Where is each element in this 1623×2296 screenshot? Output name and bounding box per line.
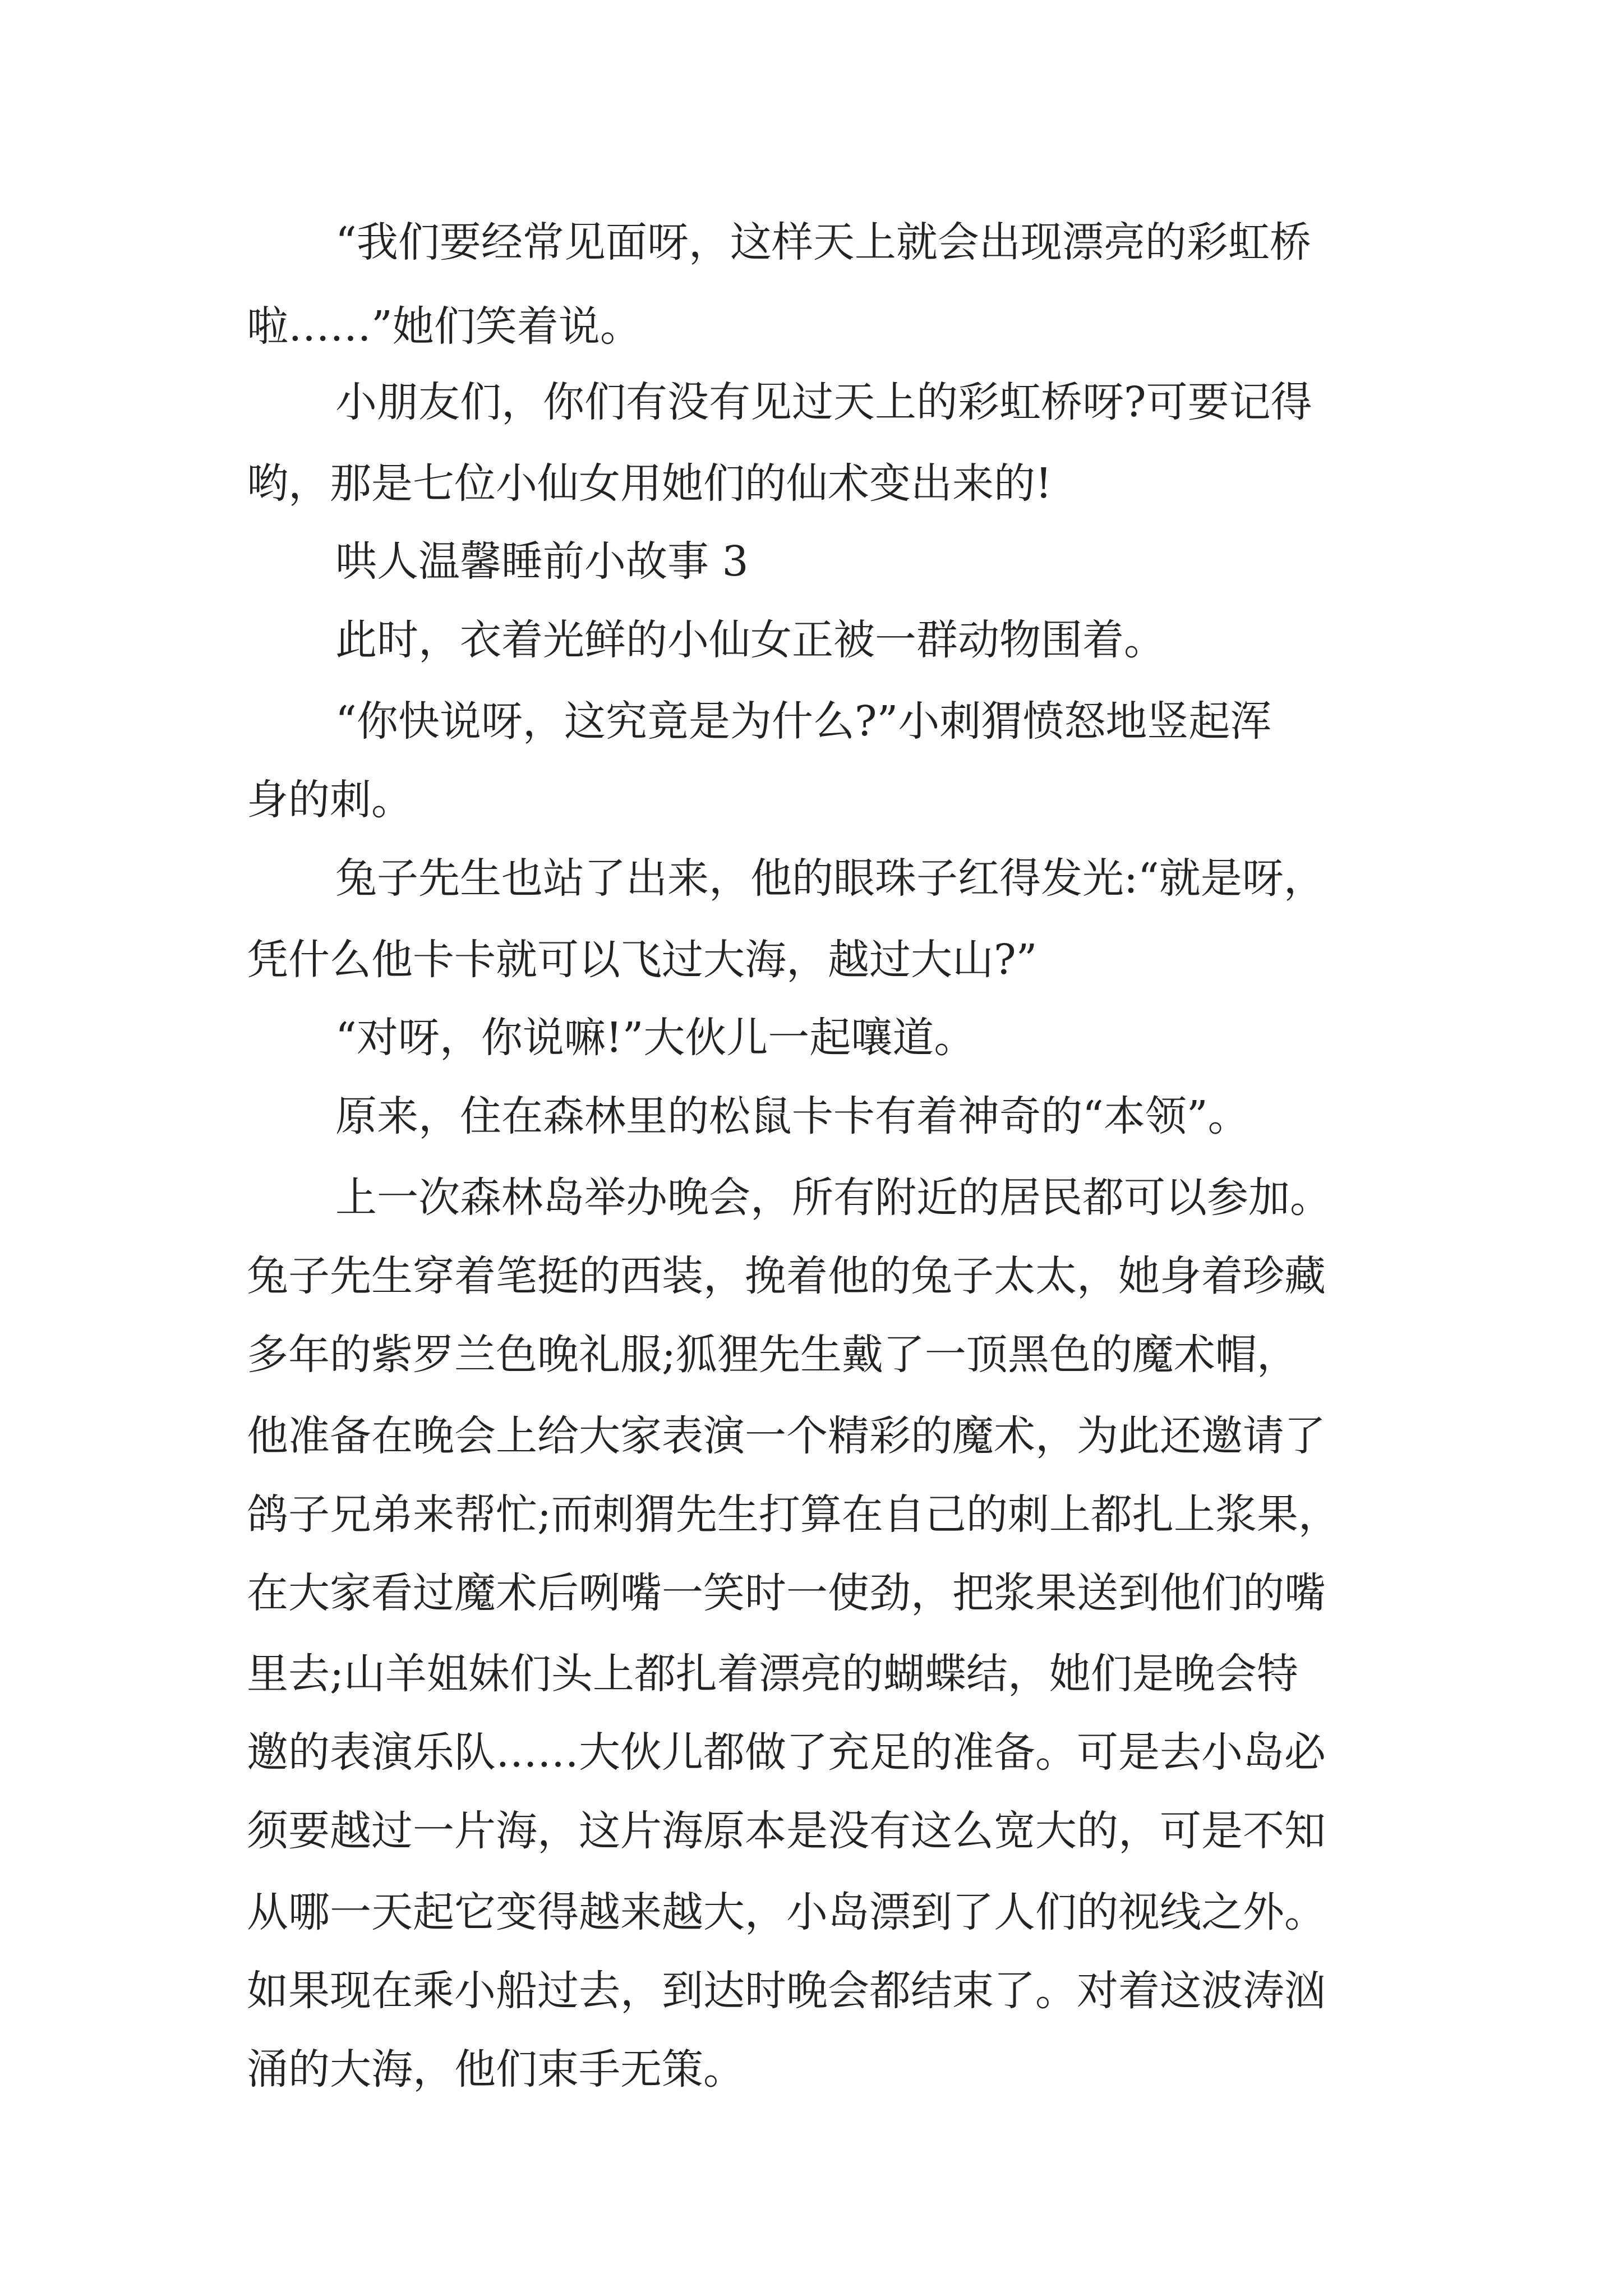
text-line: “对呀，你说嘛!”大伙儿一起嚷道。 [335,1014,976,1062]
text-line: 须要越过一片海，这片海原本是没有这么宽大的，可是不知 [247,1807,1326,1855]
text-line: 凭什么他卡卡就可以飞过大海，越过大山?” [247,936,1038,984]
text-line: 啦……”她们笑着说。 [247,302,642,351]
text-line: 小朋友们，你们有没有见过天上的彩虹桥呀?可要记得 [335,378,1312,426]
text-line: 身的刺。 [247,776,413,824]
text-line: 兔子先生也站了出来，他的眼珠子红得发光:“就是呀， [335,854,1325,903]
text-line: 里去;山羊姐妹们头上都扎着漂亮的蝴蝶结，她们是晚会特 [247,1650,1298,1698]
text-line: 他准备在晚会上给大家表演一个精彩的魔术，为此还邀请了 [247,1412,1326,1460]
text-line: 此时，衣着光鲜的小仙女正被一群动物围着。 [335,616,1165,664]
text-line: 在大家看过魔术后咧嘴一笑时一使劲，把浆果送到他们的嘴 [247,1569,1326,1617]
text-line: “你快说呀，这究竟是为什么?”小刺猬愤怒地竖起浑 [335,697,1272,746]
text-line: 原来，住在森林里的松鼠卡卡有着神奇的“本领”。 [335,1092,1249,1140]
text-line: 邀的表演乐队……大伙儿都做了充足的准备。可是去小岛必 [247,1728,1326,1777]
text-line: “我们要经常见面呀，这样天上就会出现漂亮的彩虹桥 [335,218,1311,266]
text-line: 涌的大海，他们束手无策。 [247,2045,745,2093]
section-heading: 哄人温馨睡前小故事 3 [335,537,749,586]
text-line: 鸽子兄弟来帮忙;而刺猬先生打算在自己的刺上都扎上浆果， [247,1490,1340,1539]
text-line: 从哪一天起它变得越来越大，小岛漂到了人们的视线之外。 [247,1888,1326,1936]
text-line: 兔子先生穿着笔挺的西装，挽着他的兔子太太，她身着珍藏 [247,1252,1326,1300]
text-line: 哟，那是七位小仙女用她们的仙术变出来的! [247,459,1052,508]
text-line: 如果现在乘小船过去，到达时晚会都结束了。对着这波涛汹 [247,1967,1326,2015]
text-line: 上一次森林岛举办晚会，所有附近的居民都可以参加。 [335,1174,1331,1222]
text-line: 多年的紫罗兰色晚礼服;狐狸先生戴了一顶黑色的魔术帽， [247,1331,1298,1379]
